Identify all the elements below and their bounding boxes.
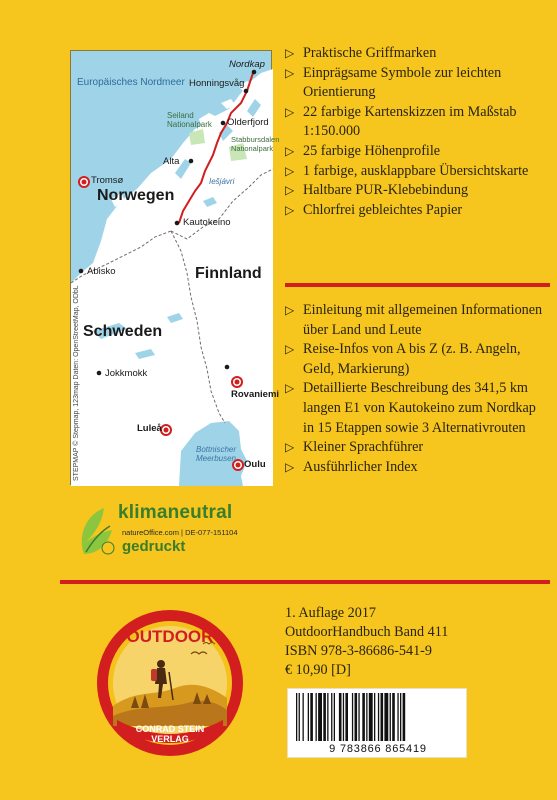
map-label-town: Alta (163, 156, 180, 167)
list-item: ▷ 25 farbige Höhenprofile (285, 142, 545, 162)
klimaneutral-logo (78, 498, 278, 568)
overview-map (70, 50, 280, 485)
barcode-bar (310, 693, 313, 741)
map-label-town: Olderfjord (227, 117, 269, 128)
town-dot (252, 70, 257, 75)
map-label-city: Tromsø (91, 175, 124, 186)
klimaneutral-title: klimaneutral (118, 502, 233, 523)
map-label-town: Kautokeino (183, 217, 231, 228)
triangle-bullet-icon: ▷ (285, 202, 295, 217)
barcode-bar (369, 693, 373, 741)
barcode-bar (392, 693, 395, 741)
klimaneutral-gedruckt: gedruckt (122, 538, 186, 555)
barcode-bar (316, 693, 317, 741)
barcode-bar (374, 693, 375, 741)
barcode-bar (308, 693, 309, 741)
barcode-bar (400, 693, 401, 741)
triangle-bullet-icon: ▷ (285, 440, 295, 455)
map-label-city: Luleå (137, 423, 162, 434)
barcode-number: 9 783866 865419 (329, 743, 427, 755)
barcode-bar (345, 693, 348, 741)
barcode-bar (331, 693, 332, 741)
barcode-bar (381, 693, 384, 741)
barcode-bar (390, 693, 391, 741)
series: OutdoorHandbuch Band 411 (285, 624, 449, 640)
leaf-icon (78, 502, 120, 558)
map-label-town: Jokkmokk (105, 368, 148, 379)
features-list (285, 44, 545, 220)
list-item: ▷ Praktische Griffmarken (285, 44, 545, 64)
map-label-water: Iešjávri (209, 177, 235, 186)
map-label-water: Bottnischer Meerbusen (195, 445, 237, 463)
triangle-bullet-icon: ▷ (285, 163, 295, 178)
town-dot (189, 159, 194, 164)
barcode-bar (352, 693, 353, 741)
edition: 1. Auflage 2017 (285, 605, 377, 621)
town-dot (225, 365, 230, 370)
triangle-bullet-icon: ▷ (285, 65, 295, 80)
barcode (287, 688, 467, 758)
map-label-park: Seiland Nationalpark (167, 111, 212, 129)
list-item: ▷ Detaillierte Beschreibung des 341,5 km langen E1 von Kautokeino zum Nordkap in 15 Etappen sowie 3 Alternativrouten (285, 380, 536, 436)
list-item: ▷ Einleitung mit allgemeinen Informationen über Land und Leute (285, 302, 543, 338)
barcode-bar (343, 693, 344, 741)
barcode-bars (296, 693, 460, 743)
badge-publisher-line2: VERLAG (151, 734, 189, 744)
barcode-bar (362, 693, 365, 741)
barcode-bar (327, 693, 328, 741)
triangle-bullet-icon: ▷ (285, 104, 295, 119)
barcode-bar (397, 693, 398, 741)
town-dot (175, 221, 180, 226)
map-label-town: Honningsvåg (189, 78, 245, 89)
barcode-bar (299, 693, 300, 741)
triangle-bullet-icon: ▷ (285, 183, 295, 198)
map-label-town: Abisko (87, 266, 116, 277)
barcode-bar (384, 693, 388, 741)
outdoor-badge (95, 608, 245, 758)
triangle-bullet-icon: ▷ (285, 459, 295, 474)
triangle-bullet-icon: ▷ (285, 46, 295, 60)
town-dot (79, 269, 84, 274)
divider-red (60, 580, 550, 584)
map-copyright: STEPMAP © Stepmap, 123map Daten: OpenStreetMap, ODbL (73, 285, 80, 481)
list-item: ▷ Einprägsame Symbole zur leichten Orientierung (285, 64, 502, 101)
isbn: ISBN 978-3-86686-541-9 (285, 643, 432, 659)
klimaneutral-id: natureOffice.com | DE-077-151104 (122, 528, 238, 537)
barcode-bar (358, 693, 359, 741)
barcode-bar (339, 693, 342, 741)
badge-publisher-line1: CONRAD STEIN (135, 724, 205, 734)
list-item: ▷ 22 farbige Kartenskizzen im Maßstab 1:150.000 (285, 103, 517, 140)
barcode-bar (323, 693, 326, 741)
map-label-country: Schweden (83, 323, 163, 340)
town-dot (244, 89, 249, 94)
map-label-sea: Europäisches Nordmeer (77, 77, 185, 88)
park-seiland (189, 129, 205, 145)
list-item: ▷ Ausführlicher Index (285, 458, 545, 478)
barcode-bar (378, 693, 379, 741)
divider-red (285, 283, 550, 287)
badge-title: OUTDOOR (126, 627, 214, 646)
barcode-bar (318, 693, 322, 741)
map-label-country: Norwegen (97, 187, 175, 204)
triangle-bullet-icon: ▷ (285, 342, 295, 357)
barcode-bar (334, 693, 335, 741)
triangle-bullet-icon: ▷ (285, 381, 295, 396)
triangle-bullet-icon: ▷ (285, 143, 295, 158)
price: € 10,90 [D] (285, 662, 351, 678)
barcode-bar (303, 693, 304, 741)
town-dot (97, 371, 102, 376)
list-item: ▷ Chlorfrei gebleichtes Papier (285, 201, 545, 221)
map-label-park: Stabbursdalen Nationalpark (231, 135, 280, 153)
list-item: ▷ Reise-Infos von A bis Z (z. B. Angeln, Geld, Markierung) (285, 341, 521, 377)
list-item: ▷ Haltbare PUR-Klebebindung (285, 181, 545, 201)
triangle-bullet-icon: ▷ (285, 303, 295, 317)
barcode-bar (403, 693, 406, 741)
barcode-bar (355, 693, 358, 741)
contents-list (285, 301, 545, 477)
barcode-bar (366, 693, 367, 741)
map-label-country: Finnland (195, 265, 262, 282)
map-label-town: Nordkap (229, 59, 265, 70)
list-item: ▷ 1 farbige, ausklappbare Übersichtskarte (285, 162, 545, 182)
map-label-city: Oulu (244, 459, 266, 470)
list-item: ▷ Kleiner Sprachführer (285, 438, 545, 458)
map-label-city: Rovaniemi (231, 389, 280, 400)
barcode-bar (296, 693, 297, 741)
publication-info (285, 604, 448, 680)
